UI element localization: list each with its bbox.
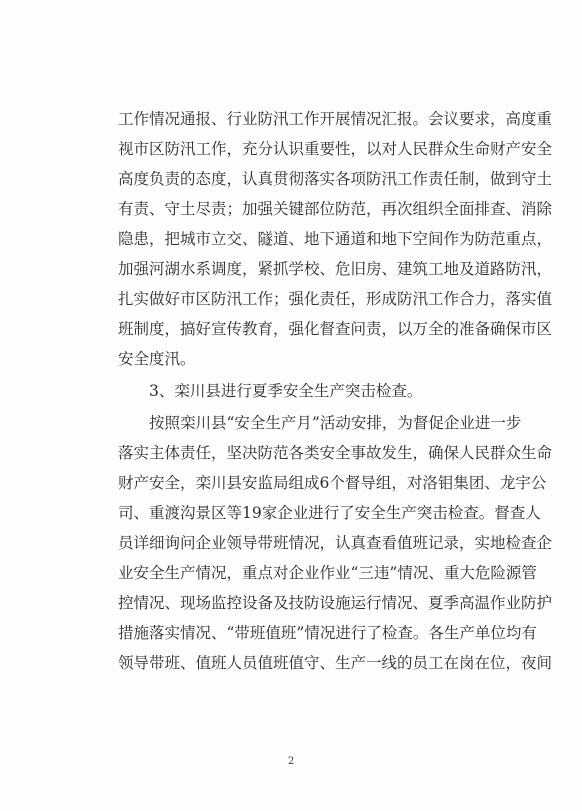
text-line: 落实主体责任，坚决防范各类安全事故发生，确保人民群众生命 (118, 444, 553, 462)
text-line: 财产安全，栾川县安监局组成6个督导组，对洛钼集团、龙宇公 (118, 474, 547, 492)
text-line: 业安全生产情况，重点对企业作业“三违”情况、重大危险源管 (118, 564, 537, 582)
text-line: 按照栾川县“安全生产月”活动安排，为督促企业进一步 (149, 414, 522, 432)
text-line: 加强河湖水系调度，紧抓学校、危旧房、建筑工地及道路防汛， (118, 260, 553, 278)
text-line: 视市区防汛工作，充分认识重要性，以对人民群众生命财产安全 (118, 140, 553, 158)
section-heading: 3、栾川县进行夏季安全生产突击检查。 (149, 382, 423, 400)
text-line: 有责、守土尽责；加强关键部位防范，再次组织全面排查、消除 (118, 200, 553, 218)
text-line: 班制度，搞好宣传教育，强化督查问责，以万全的准备确保市区 (118, 320, 553, 338)
text-line: 员详细询问企业领导带班情况，认真查看值班记录，实地检查企 (118, 534, 553, 552)
text-line: 安全度汛。 (118, 350, 196, 368)
paragraph-flood-meeting (118, 104, 553, 374)
text-line: 高度负责的态度，认真贯彻落实各项防汛工作责任制，做到守土 (118, 170, 553, 188)
text-line: 隐患，把城市立交、隧道、地下通道和地下空间作为防范重点， (118, 230, 553, 248)
page-number: 2 (287, 756, 295, 767)
text-line: 司、重渡沟景区等19家企业进行了安全生产突击检查。督查人 (118, 504, 541, 522)
paragraph-luanchuan-inspection (118, 408, 553, 678)
text-line: 工作情况通报、行业防汛工作开展情况汇报。会议要求，高度重 (118, 110, 553, 128)
body-text (118, 104, 553, 678)
text-line: 控情况、现场监控设备及技防设施运行情况、夏季高温作业防护 (118, 594, 553, 612)
text-line: 措施落实情况、“带班值班”情况进行了检查。各生产单位均有 (118, 624, 537, 642)
text-line: 领导带班、值班人员值班值守、生产一线的员工在岗在位，夜间 (118, 654, 553, 672)
text-line: 扎实做好市区防汛工作；强化责任，形成防汛工作合力，落实值 (118, 290, 553, 308)
